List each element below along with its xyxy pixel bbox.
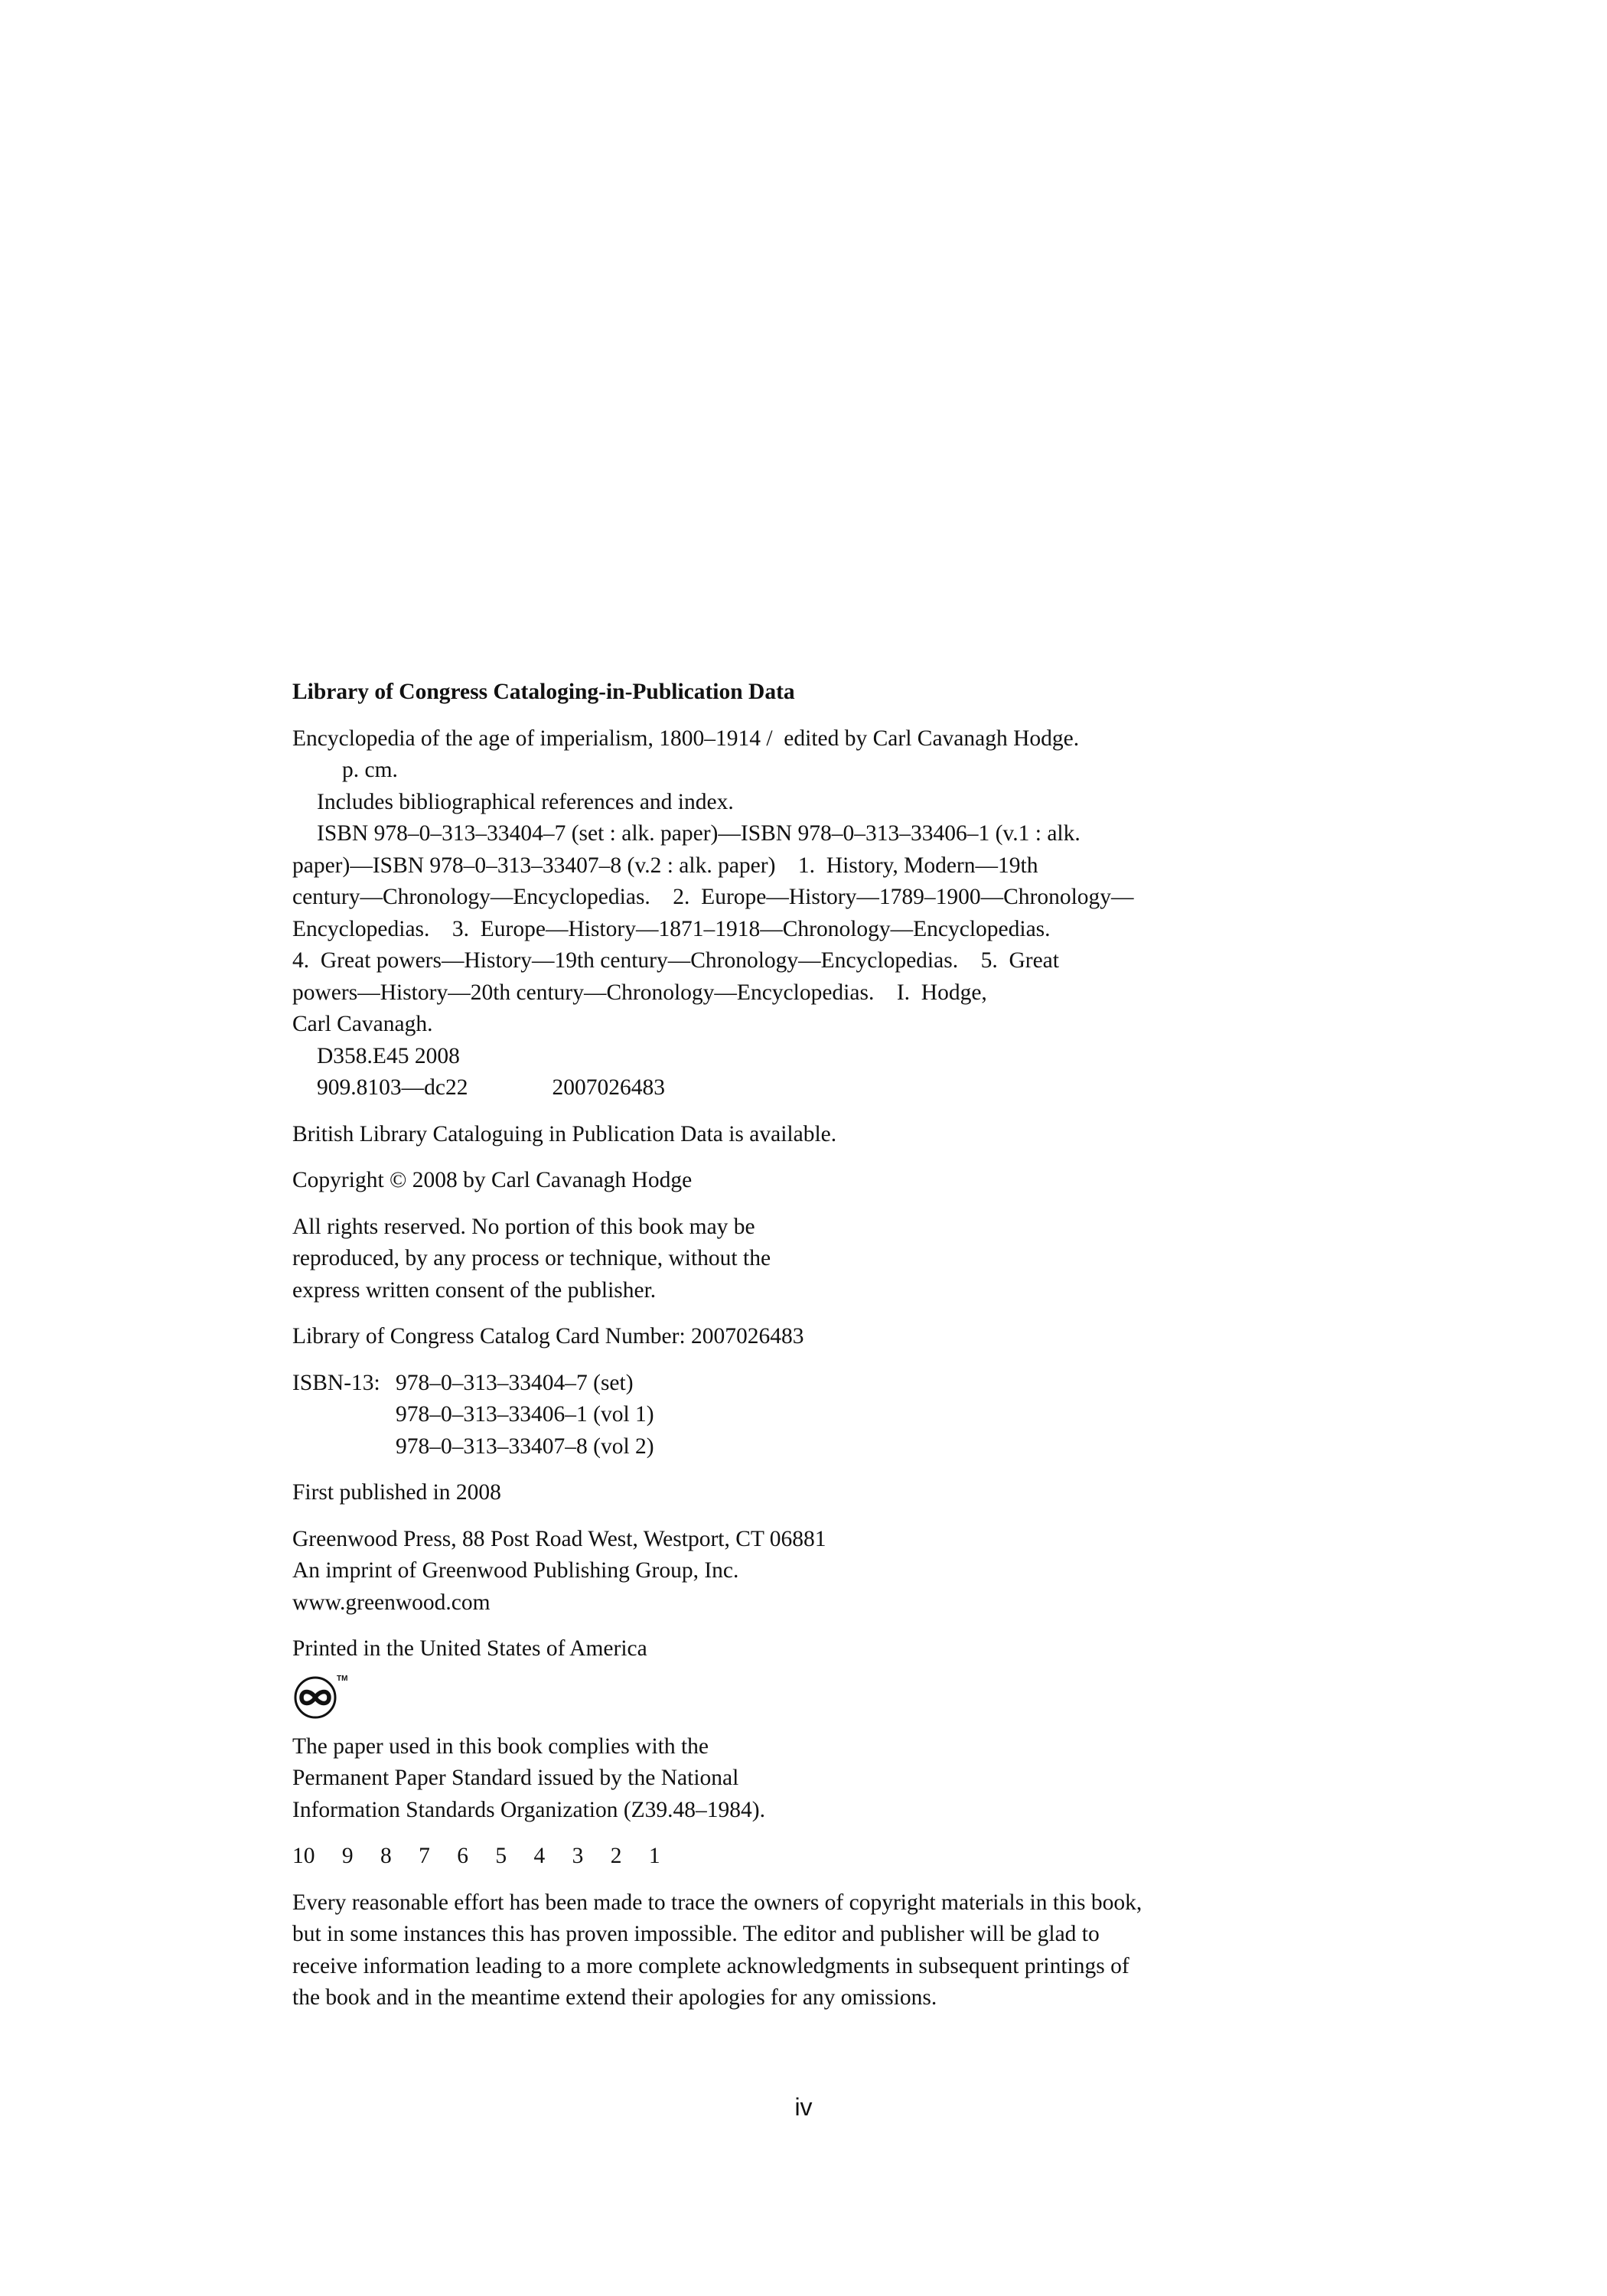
isbn13-block bbox=[292, 1368, 1348, 1463]
cip-includes: Includes bibliographical references and index. bbox=[317, 789, 734, 814]
printing-number: 5 bbox=[495, 1844, 507, 1868]
printed-in: Printed in the United States of America bbox=[292, 1636, 647, 1661]
paper-standard-note bbox=[292, 1731, 1348, 1827]
rights-statement bbox=[292, 1212, 1348, 1307]
page-content bbox=[292, 677, 1348, 2029]
cip-dewey-row bbox=[292, 1072, 1348, 1104]
cip-isbn-line: paper)—ISBN 978–0–313–33407–8 (v.2 : alk. paper) 1. History, Modern—19th bbox=[292, 853, 1038, 878]
notice-line: the book and in the meantime extend their apologies for any omissions. bbox=[292, 1985, 937, 2010]
paper-line: Permanent Paper Standard issued by the National bbox=[292, 1766, 739, 1790]
notice-line: but in some instances this has proven impossible. The editor and publisher will be glad to bbox=[292, 1922, 1100, 1946]
isbn13-set: 978–0–313–33404–7 (set) bbox=[396, 1370, 634, 1395]
printing-number: 3 bbox=[572, 1844, 584, 1868]
notice-line: receive information leading to a more complete acknowledgments in subsequent printings of bbox=[292, 1953, 1129, 1978]
publisher-address bbox=[292, 1524, 1348, 1619]
printing-number: 8 bbox=[380, 1844, 392, 1868]
isbn13-row bbox=[292, 1368, 1348, 1400]
printing-number: 10 bbox=[292, 1844, 315, 1868]
publisher-line: An imprint of Greenwood Publishing Group, Inc. bbox=[292, 1558, 739, 1583]
printing-number: 1 bbox=[648, 1844, 660, 1868]
rights-line: reproduced, by any process or technique, without the bbox=[292, 1246, 771, 1270]
british-library-note: British Library Cataloguing in Publication Data is available. bbox=[292, 1121, 837, 1146]
cip-title-line: Encyclopedia of the age of imperialism, 1800–1914 / edited by Carl Cavanagh Hodge. bbox=[292, 726, 1080, 751]
paper-line: The paper used in this book complies with the bbox=[292, 1733, 709, 1759]
publisher-url: www.greenwood.com bbox=[292, 1590, 491, 1615]
page-number: iv bbox=[794, 2093, 813, 2121]
cip-lc-class: D358.E45 2008 bbox=[317, 1043, 460, 1068]
rights-line: All rights reserved. No portion of this book may be bbox=[292, 1214, 755, 1239]
catalog-card-number: Library of Congress Catalog Card Number: 2007026483 bbox=[292, 1324, 804, 1349]
paper-line: Information Standards Organization (Z39.48–1984). bbox=[292, 1797, 766, 1822]
printing-number: 9 bbox=[341, 1844, 354, 1868]
infinity-paper-icon bbox=[292, 1670, 347, 1720]
printing-line bbox=[292, 1841, 1348, 1873]
cip-lccn: 2007026483 bbox=[552, 1075, 665, 1100]
cip-isbn-line: 4. Great powers—History—19th century—Chronology—Encyclopedias. 5. Great bbox=[292, 948, 1059, 973]
printing-number: 2 bbox=[610, 1844, 622, 1868]
isbn13-vol2: 978–0–313–33407–8 (vol 2) bbox=[396, 1433, 654, 1459]
cip-isbn-line: ISBN 978–0–313–33404–7 (set : alk. paper)—ISBN 978–0–313–33406–1 (v.1 : alk. bbox=[317, 821, 1081, 846]
isbn13-label: ISBN-13: bbox=[292, 1370, 380, 1395]
cip-pcm: p. cm. bbox=[342, 758, 398, 782]
cip-isbn-line: powers—History—20th century—Chronology—Encyclopedias. I. Hodge, bbox=[292, 980, 987, 1005]
printing-number: 6 bbox=[457, 1844, 468, 1868]
cip-isbn-line: Carl Cavanagh. bbox=[292, 1012, 433, 1036]
rights-line: express written consent of the publisher. bbox=[292, 1277, 657, 1303]
first-published: First published in 2008 bbox=[292, 1480, 501, 1505]
copyright-line: Copyright © 2008 by Carl Cavanagh Hodge bbox=[292, 1168, 693, 1192]
permanent-paper-logo bbox=[292, 1670, 1348, 1724]
printing-number: 4 bbox=[533, 1844, 546, 1868]
cip-dewey: 909.8103—dc22 bbox=[317, 1075, 468, 1100]
cip-record bbox=[292, 723, 1348, 1104]
cip-isbn-line: Encyclopedias. 3. Europe—History—1871–1918—Chronology—Encyclopedias. bbox=[292, 916, 1051, 941]
trademark-mark: TM bbox=[337, 1674, 347, 1683]
printing-number: 7 bbox=[419, 1844, 430, 1868]
copyright-notice bbox=[292, 1887, 1348, 2014]
cip-isbn-line: century—Chronology—Encyclopedias. 2. Europe—History—1789–1900—Chronology— bbox=[292, 885, 1134, 909]
isbn13-vol1: 978–0–313–33406–1 (vol 1) bbox=[396, 1402, 654, 1427]
cip-heading: Library of Congress Cataloging-in-Publication Data bbox=[292, 680, 795, 704]
notice-line: Every reasonable effort has been made to trace the owners of copyright materials in this book, bbox=[292, 1890, 1143, 1915]
publisher-line: Greenwood Press, 88 Post Road West, Westport, CT 06881 bbox=[292, 1526, 826, 1551]
